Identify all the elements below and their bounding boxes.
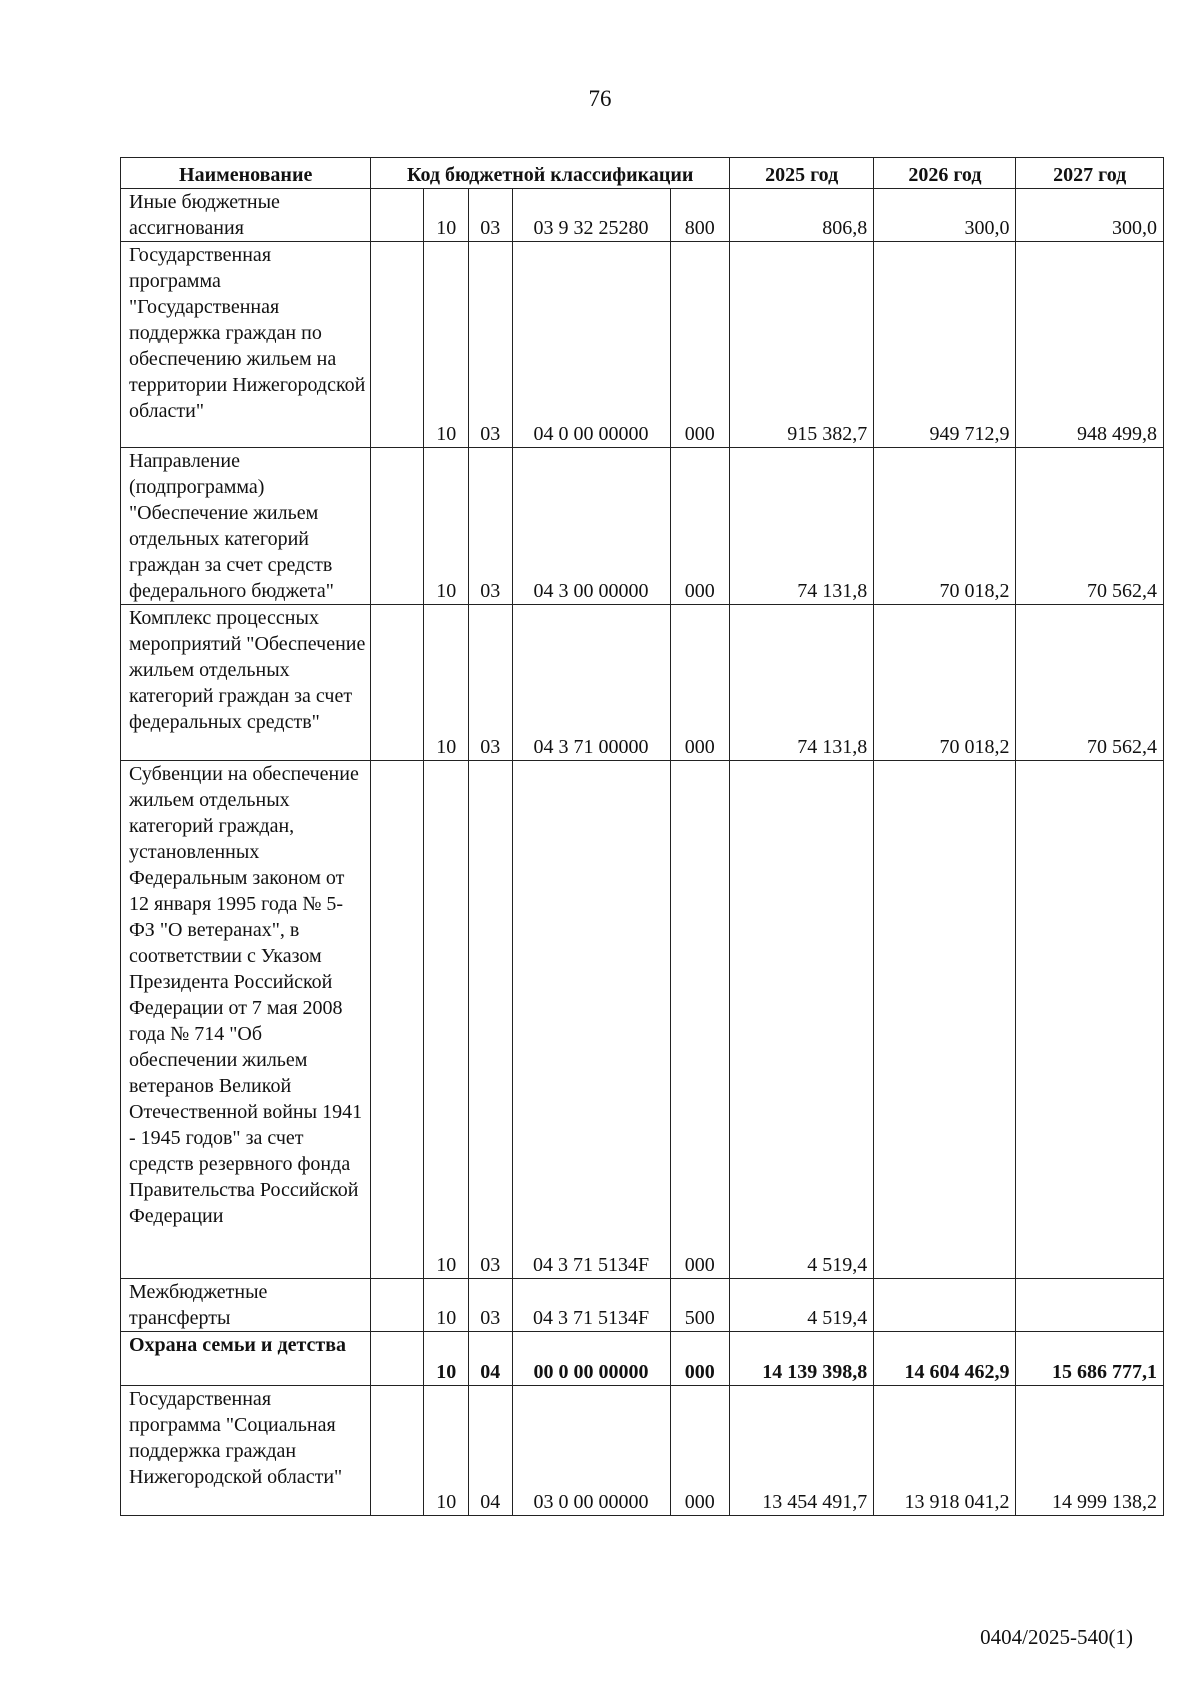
row-name: Субвенции на обеспечение жильем отдельных категорий граждан, установленных Федеральным законом от 12 января 1995 года № 5-ФЗ "О ветеранах", в соответствии с Указом Президента Российской Федерации от 7 мая 2008 года № 714 "Об обеспечении жильем ветеранов Великой Отечественной войны 1941 - 1945 годов" за счет средств резервного фонда Правительства Российской Федерации bbox=[121, 761, 371, 1279]
row-vr: 000 bbox=[670, 448, 729, 605]
row-csr: 04 0 00 00000 bbox=[512, 242, 670, 448]
row-2026: 14 604 462,9 bbox=[874, 1332, 1016, 1386]
row-csr: 03 9 32 25280 bbox=[512, 189, 670, 242]
row-csr: 04 3 00 00000 bbox=[512, 448, 670, 605]
row-name: Государственная программа "Государственная поддержка граждан по обеспечению жильем на территории Нижегородской области" bbox=[121, 242, 371, 448]
row-2025: 4 519,4 bbox=[730, 761, 874, 1279]
row-podrazdel: 03 bbox=[469, 1279, 513, 1332]
row-name: Охрана семьи и детства bbox=[121, 1332, 371, 1386]
row-razdel: 10 bbox=[424, 1386, 469, 1516]
row-2027: 15 686 777,1 bbox=[1016, 1332, 1164, 1386]
row-2027: 948 499,8 bbox=[1016, 242, 1164, 448]
row-2027: 300,0 bbox=[1016, 189, 1164, 242]
table-row bbox=[121, 242, 1164, 448]
table-row bbox=[121, 761, 1164, 1279]
row-podrazdel: 03 bbox=[469, 189, 513, 242]
row-2025: 806,8 bbox=[730, 189, 874, 242]
row-csr: 00 0 00 00000 bbox=[512, 1332, 670, 1386]
row-2025: 74 131,8 bbox=[730, 605, 874, 761]
row-2025: 915 382,7 bbox=[730, 242, 874, 448]
page-number: 76 bbox=[588, 86, 612, 111]
row-vr: 800 bbox=[670, 189, 729, 242]
row-vr: 000 bbox=[670, 1386, 729, 1516]
row-razdel: 10 bbox=[424, 761, 469, 1279]
header-2026: 2026 год bbox=[874, 158, 1016, 189]
row-2027: 70 562,4 bbox=[1016, 605, 1164, 761]
row-name: Комплекс процессных мероприятий "Обеспечение жильем отдельных категорий граждан за счет федеральных средств" bbox=[121, 605, 371, 761]
row-2025: 14 139 398,8 bbox=[730, 1332, 874, 1386]
row-2026: 13 918 041,2 bbox=[874, 1386, 1016, 1516]
row-razdel: 10 bbox=[424, 242, 469, 448]
row-vr: 000 bbox=[670, 605, 729, 761]
row-csr: 04 3 71 00000 bbox=[512, 605, 670, 761]
table-row bbox=[121, 1279, 1164, 1332]
row-name: Межбюджетные трансферты bbox=[121, 1279, 371, 1332]
row-name: Направление (подпрограмма) "Обеспечение жильем отдельных категорий граждан за счет средств федерального бюджета" bbox=[121, 448, 371, 605]
row-razdel: 10 bbox=[424, 605, 469, 761]
row-podrazdel: 03 bbox=[469, 242, 513, 448]
row-name: Государственная программа "Социальная поддержка граждан Нижегородской области" bbox=[121, 1386, 371, 1516]
row-vr: 500 bbox=[670, 1279, 729, 1332]
header-2027: 2027 год bbox=[1016, 158, 1164, 189]
row-2025: 13 454 491,7 bbox=[730, 1386, 874, 1516]
header-2025: 2025 год bbox=[730, 158, 874, 189]
row-2026 bbox=[874, 1279, 1016, 1332]
row-vr: 000 bbox=[670, 242, 729, 448]
row-2026: 70 018,2 bbox=[874, 448, 1016, 605]
header-name: Наименование bbox=[121, 158, 371, 189]
row-2027: 14 999 138,2 bbox=[1016, 1386, 1164, 1516]
table-row bbox=[121, 605, 1164, 761]
row-2027 bbox=[1016, 1279, 1164, 1332]
table-row bbox=[121, 1332, 1164, 1386]
row-vr: 000 bbox=[670, 1332, 729, 1386]
row-2026: 70 018,2 bbox=[874, 605, 1016, 761]
table-row bbox=[121, 1386, 1164, 1516]
row-podrazdel: 03 bbox=[469, 605, 513, 761]
table-row bbox=[121, 189, 1164, 242]
row-2025: 4 519,4 bbox=[730, 1279, 874, 1332]
row-razdel: 10 bbox=[424, 448, 469, 605]
row-razdel: 10 bbox=[424, 1332, 469, 1386]
row-podrazdel: 04 bbox=[469, 1332, 513, 1386]
row-2026: 949 712,9 bbox=[874, 242, 1016, 448]
row-2027: 70 562,4 bbox=[1016, 448, 1164, 605]
row-2025: 74 131,8 bbox=[730, 448, 874, 605]
row-csr: 04 3 71 5134F bbox=[512, 1279, 670, 1332]
row-2026 bbox=[874, 761, 1016, 1279]
row-razdel: 10 bbox=[424, 1279, 469, 1332]
row-csr: 03 0 00 00000 bbox=[512, 1386, 670, 1516]
row-podrazdel: 03 bbox=[469, 761, 513, 1279]
row-razdel: 10 bbox=[424, 189, 469, 242]
row-name: Иные бюджетные ассигнования bbox=[121, 189, 371, 242]
row-2026: 300,0 bbox=[874, 189, 1016, 242]
budget-table bbox=[120, 157, 1164, 1516]
document-code: 0404/2025-540(1) bbox=[980, 1625, 1133, 1649]
row-podrazdel: 04 bbox=[469, 1386, 513, 1516]
table-header-row bbox=[121, 158, 1164, 189]
row-vr: 000 bbox=[670, 761, 729, 1279]
row-podrazdel: 03 bbox=[469, 448, 513, 605]
row-csr: 04 3 71 5134F bbox=[512, 761, 670, 1279]
table-row bbox=[121, 448, 1164, 605]
row-2027 bbox=[1016, 761, 1164, 1279]
header-code: Код бюджетной классификации bbox=[371, 158, 730, 189]
